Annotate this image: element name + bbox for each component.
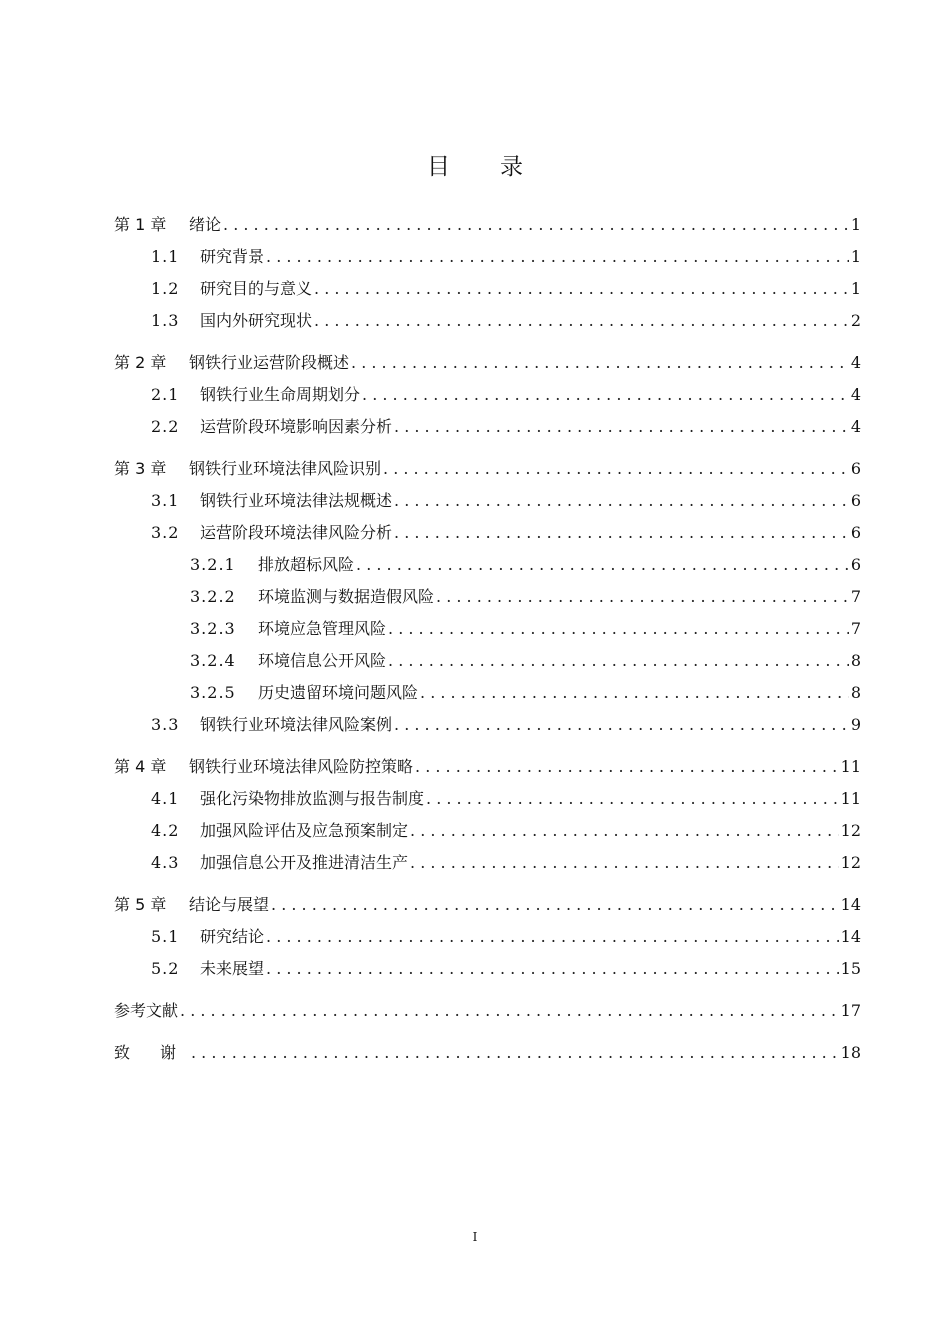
toc-section-entry[interactable] — [114, 379, 861, 411]
entry-title: 绪论 — [189, 215, 222, 234]
entry-number: 1.3 — [151, 311, 180, 330]
entry-page-number: 4 — [850, 417, 861, 436]
dot-leader — [266, 953, 839, 985]
dot-leader — [314, 305, 849, 337]
dot-leader — [415, 751, 839, 783]
page-footer-number: I — [472, 1230, 478, 1244]
entry-page-number: 14 — [840, 895, 861, 914]
entry-page-number: 11 — [840, 789, 861, 808]
dot-leader — [351, 347, 849, 379]
entry-title: 排放超标风险 — [258, 555, 355, 574]
table-of-contents — [114, 209, 861, 1069]
entry-title: 研究结论 — [200, 927, 265, 946]
toc-section-entry[interactable] — [114, 645, 861, 677]
entry-title: 结论与展望 — [189, 895, 270, 914]
entry-page-number: 15 — [840, 959, 861, 978]
entry-number: 2.2 — [151, 417, 180, 436]
dot-leader — [383, 453, 849, 485]
entry-page-number: 6 — [850, 459, 861, 478]
dot-leader — [271, 889, 839, 921]
toc-section-entry[interactable] — [114, 273, 861, 305]
entry-page-number: 1 — [850, 247, 861, 266]
entry-page-number: 2 — [850, 311, 861, 330]
entry-number: 第 2 章 — [114, 353, 167, 372]
entry-title: 钢铁行业生命周期划分 — [200, 385, 361, 404]
entry-title: 国内外研究现状 — [200, 311, 313, 330]
toc-acknowledgements-entry[interactable] — [114, 1037, 861, 1069]
entry-page-number: 4 — [850, 353, 861, 372]
entry-page-number: 14 — [840, 927, 861, 946]
entry-title: 钢铁行业环境法律法规概述 — [200, 491, 393, 510]
entry-number: 2.1 — [151, 385, 180, 404]
entry-number: 3.2 — [151, 523, 180, 542]
entry-title: 参考文献 — [114, 1001, 179, 1020]
entry-page-number: 7 — [850, 619, 861, 638]
dot-leader — [436, 581, 849, 613]
toc-chapter-entry[interactable] — [114, 453, 861, 485]
entry-page-number: 11 — [840, 757, 861, 776]
dot-leader — [388, 645, 849, 677]
dot-leader — [388, 613, 849, 645]
toc-section-entry[interactable] — [114, 677, 861, 709]
entry-number: 3.3 — [151, 715, 180, 734]
entry-number: 4.2 — [151, 821, 180, 840]
entry-title: 研究背景 — [200, 247, 265, 266]
toc-section-entry[interactable] — [114, 847, 861, 879]
toc-section-entry[interactable] — [114, 709, 861, 741]
dot-leader — [223, 209, 849, 241]
dot-leader — [266, 921, 839, 953]
dot-leader — [266, 241, 849, 273]
toc-chapter-entry[interactable] — [114, 347, 861, 379]
entry-page-number: 12 — [840, 853, 861, 872]
toc-chapter-entry[interactable] — [114, 209, 861, 241]
entry-number: 3.2.2 — [190, 587, 236, 606]
entry-title: 研究目的与意义 — [200, 279, 313, 298]
toc-chapter-entry[interactable] — [114, 889, 861, 921]
toc-section-entry[interactable] — [114, 549, 861, 581]
entry-number: 5.1 — [151, 927, 180, 946]
dot-leader — [420, 677, 849, 709]
dot-leader — [180, 995, 839, 1027]
entry-title: 钢铁行业环境法律风险防控策略 — [189, 757, 414, 776]
toc-references-entry[interactable] — [114, 995, 861, 1027]
entry-page-number: 6 — [850, 555, 861, 574]
entry-page-number: 6 — [850, 491, 861, 510]
entry-number: 第 4 章 — [114, 757, 167, 776]
entry-title: 加强信息公开及推进清洁生产 — [200, 853, 409, 872]
toc-section-entry[interactable] — [114, 581, 861, 613]
title-char-1: 目 — [427, 154, 450, 180]
entry-page-number: 8 — [850, 683, 861, 702]
entry-page-number: 4 — [850, 385, 861, 404]
entry-number: 第 3 章 — [114, 459, 167, 478]
entry-title-char-1: 致 — [114, 1043, 131, 1062]
entry-title: 运营阶段环境影响因素分析 — [200, 417, 393, 436]
entry-number: 5.2 — [151, 959, 180, 978]
toc-section-entry[interactable] — [114, 783, 861, 815]
entry-number: 1.2 — [151, 279, 180, 298]
toc-section-entry[interactable] — [114, 953, 861, 985]
entry-page-number: 18 — [840, 1043, 861, 1062]
entry-number: 第 1 章 — [114, 215, 167, 234]
entry-number: 3.2.4 — [190, 651, 236, 670]
entry-page-number: 12 — [840, 821, 861, 840]
toc-chapter-entry[interactable] — [114, 751, 861, 783]
dot-leader — [394, 517, 849, 549]
entry-page-number: 9 — [850, 715, 861, 734]
toc-section-entry[interactable] — [114, 517, 861, 549]
dot-leader — [394, 411, 849, 443]
toc-title — [0, 148, 950, 181]
entry-number: 3.1 — [151, 491, 180, 510]
entry-title: 强化污染物排放监测与报告制度 — [200, 789, 425, 808]
entry-title — [114, 1037, 189, 1069]
entry-number: 第 5 章 — [114, 895, 167, 914]
entry-number: 3.2.3 — [190, 619, 236, 638]
entry-title: 钢铁行业环境法律风险识别 — [189, 459, 382, 478]
entry-number: 4.3 — [151, 853, 180, 872]
entry-title-char-2: 谢 — [160, 1043, 177, 1062]
entry-title: 环境信息公开风险 — [258, 651, 387, 670]
entry-page-number: 7 — [850, 587, 861, 606]
entry-title: 加强风险评估及应急预案制定 — [200, 821, 409, 840]
toc-section-entry[interactable] — [114, 921, 861, 953]
toc-section-entry[interactable] — [114, 613, 861, 645]
entry-number: 3.2.1 — [190, 555, 236, 574]
dot-leader — [314, 273, 849, 305]
entry-title: 环境监测与数据造假风险 — [258, 587, 435, 606]
toc-section-entry[interactable] — [114, 815, 861, 847]
dot-leader — [394, 709, 849, 741]
dot-leader — [394, 485, 849, 517]
dot-leader — [191, 1037, 839, 1069]
entry-title: 未来展望 — [200, 959, 265, 978]
toc-section-entry[interactable] — [114, 305, 861, 337]
entry-title: 环境应急管理风险 — [258, 619, 387, 638]
dot-leader — [410, 815, 839, 847]
entry-title: 历史遗留环境问题风险 — [258, 683, 419, 702]
entry-page-number: 6 — [850, 523, 861, 542]
toc-section-entry[interactable] — [114, 411, 861, 443]
toc-section-entry[interactable] — [114, 241, 861, 273]
entry-number: 3.2.5 — [190, 683, 236, 702]
entry-title: 钢铁行业运营阶段概述 — [189, 353, 350, 372]
entry-page-number: 1 — [850, 215, 861, 234]
entry-number: 4.1 — [151, 789, 180, 808]
dot-leader — [410, 847, 839, 879]
entry-page-number: 17 — [840, 1001, 861, 1020]
title-char-2: 录 — [500, 154, 523, 180]
entry-number: 1.1 — [151, 247, 180, 266]
entry-title: 运营阶段环境法律风险分析 — [200, 523, 393, 542]
dot-leader — [356, 549, 849, 581]
toc-section-entry[interactable] — [114, 485, 861, 517]
entry-page-number: 1 — [850, 279, 861, 298]
entry-title: 钢铁行业环境法律风险案例 — [200, 715, 393, 734]
entry-page-number: 8 — [850, 651, 861, 670]
dot-leader — [426, 783, 839, 815]
dot-leader — [362, 379, 849, 411]
